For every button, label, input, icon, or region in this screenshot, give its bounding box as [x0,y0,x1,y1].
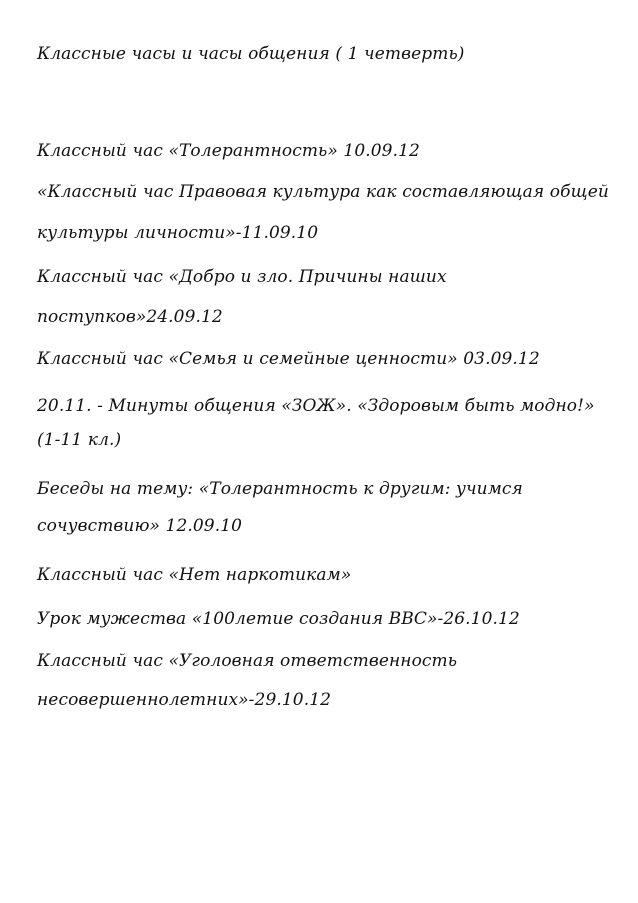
document-line: поступков»24.09.12 [37,307,223,327]
document-line: Классный час «Нет наркотикам» [37,565,352,585]
document-line: Классный час «Толерантность» 10.09.12 [37,141,420,161]
document-line: Классный час «Семья и семейные ценности» 03.09.12 [37,349,540,369]
document-line: несовершеннолетних»-29.10.12 [37,690,332,710]
document-line: Классный час «Уголовная ответственность [37,651,458,671]
document-line: (1-11 кл.) [37,430,122,450]
document-line: Беседы на тему: «Толерантность к другим: учимся [37,479,523,499]
document-line: 20.11. - Минуты общения «ЗОЖ». «Здоровым быть модно!» [37,396,595,416]
document-line: «Классный час Правовая культура как составляющая общей [37,182,609,202]
document-line: культуры личности»-11.09.10 [37,223,319,243]
document-title: Классные часы и часы общения ( 1 четверть) [37,44,465,64]
document-line: Урок мужества «100летие создания ВВС»-26.10.12 [37,609,520,629]
document-line: сочувствию» 12.09.10 [37,516,243,536]
document-line: Классный час «Добро и зло. Причины наших [37,267,447,287]
